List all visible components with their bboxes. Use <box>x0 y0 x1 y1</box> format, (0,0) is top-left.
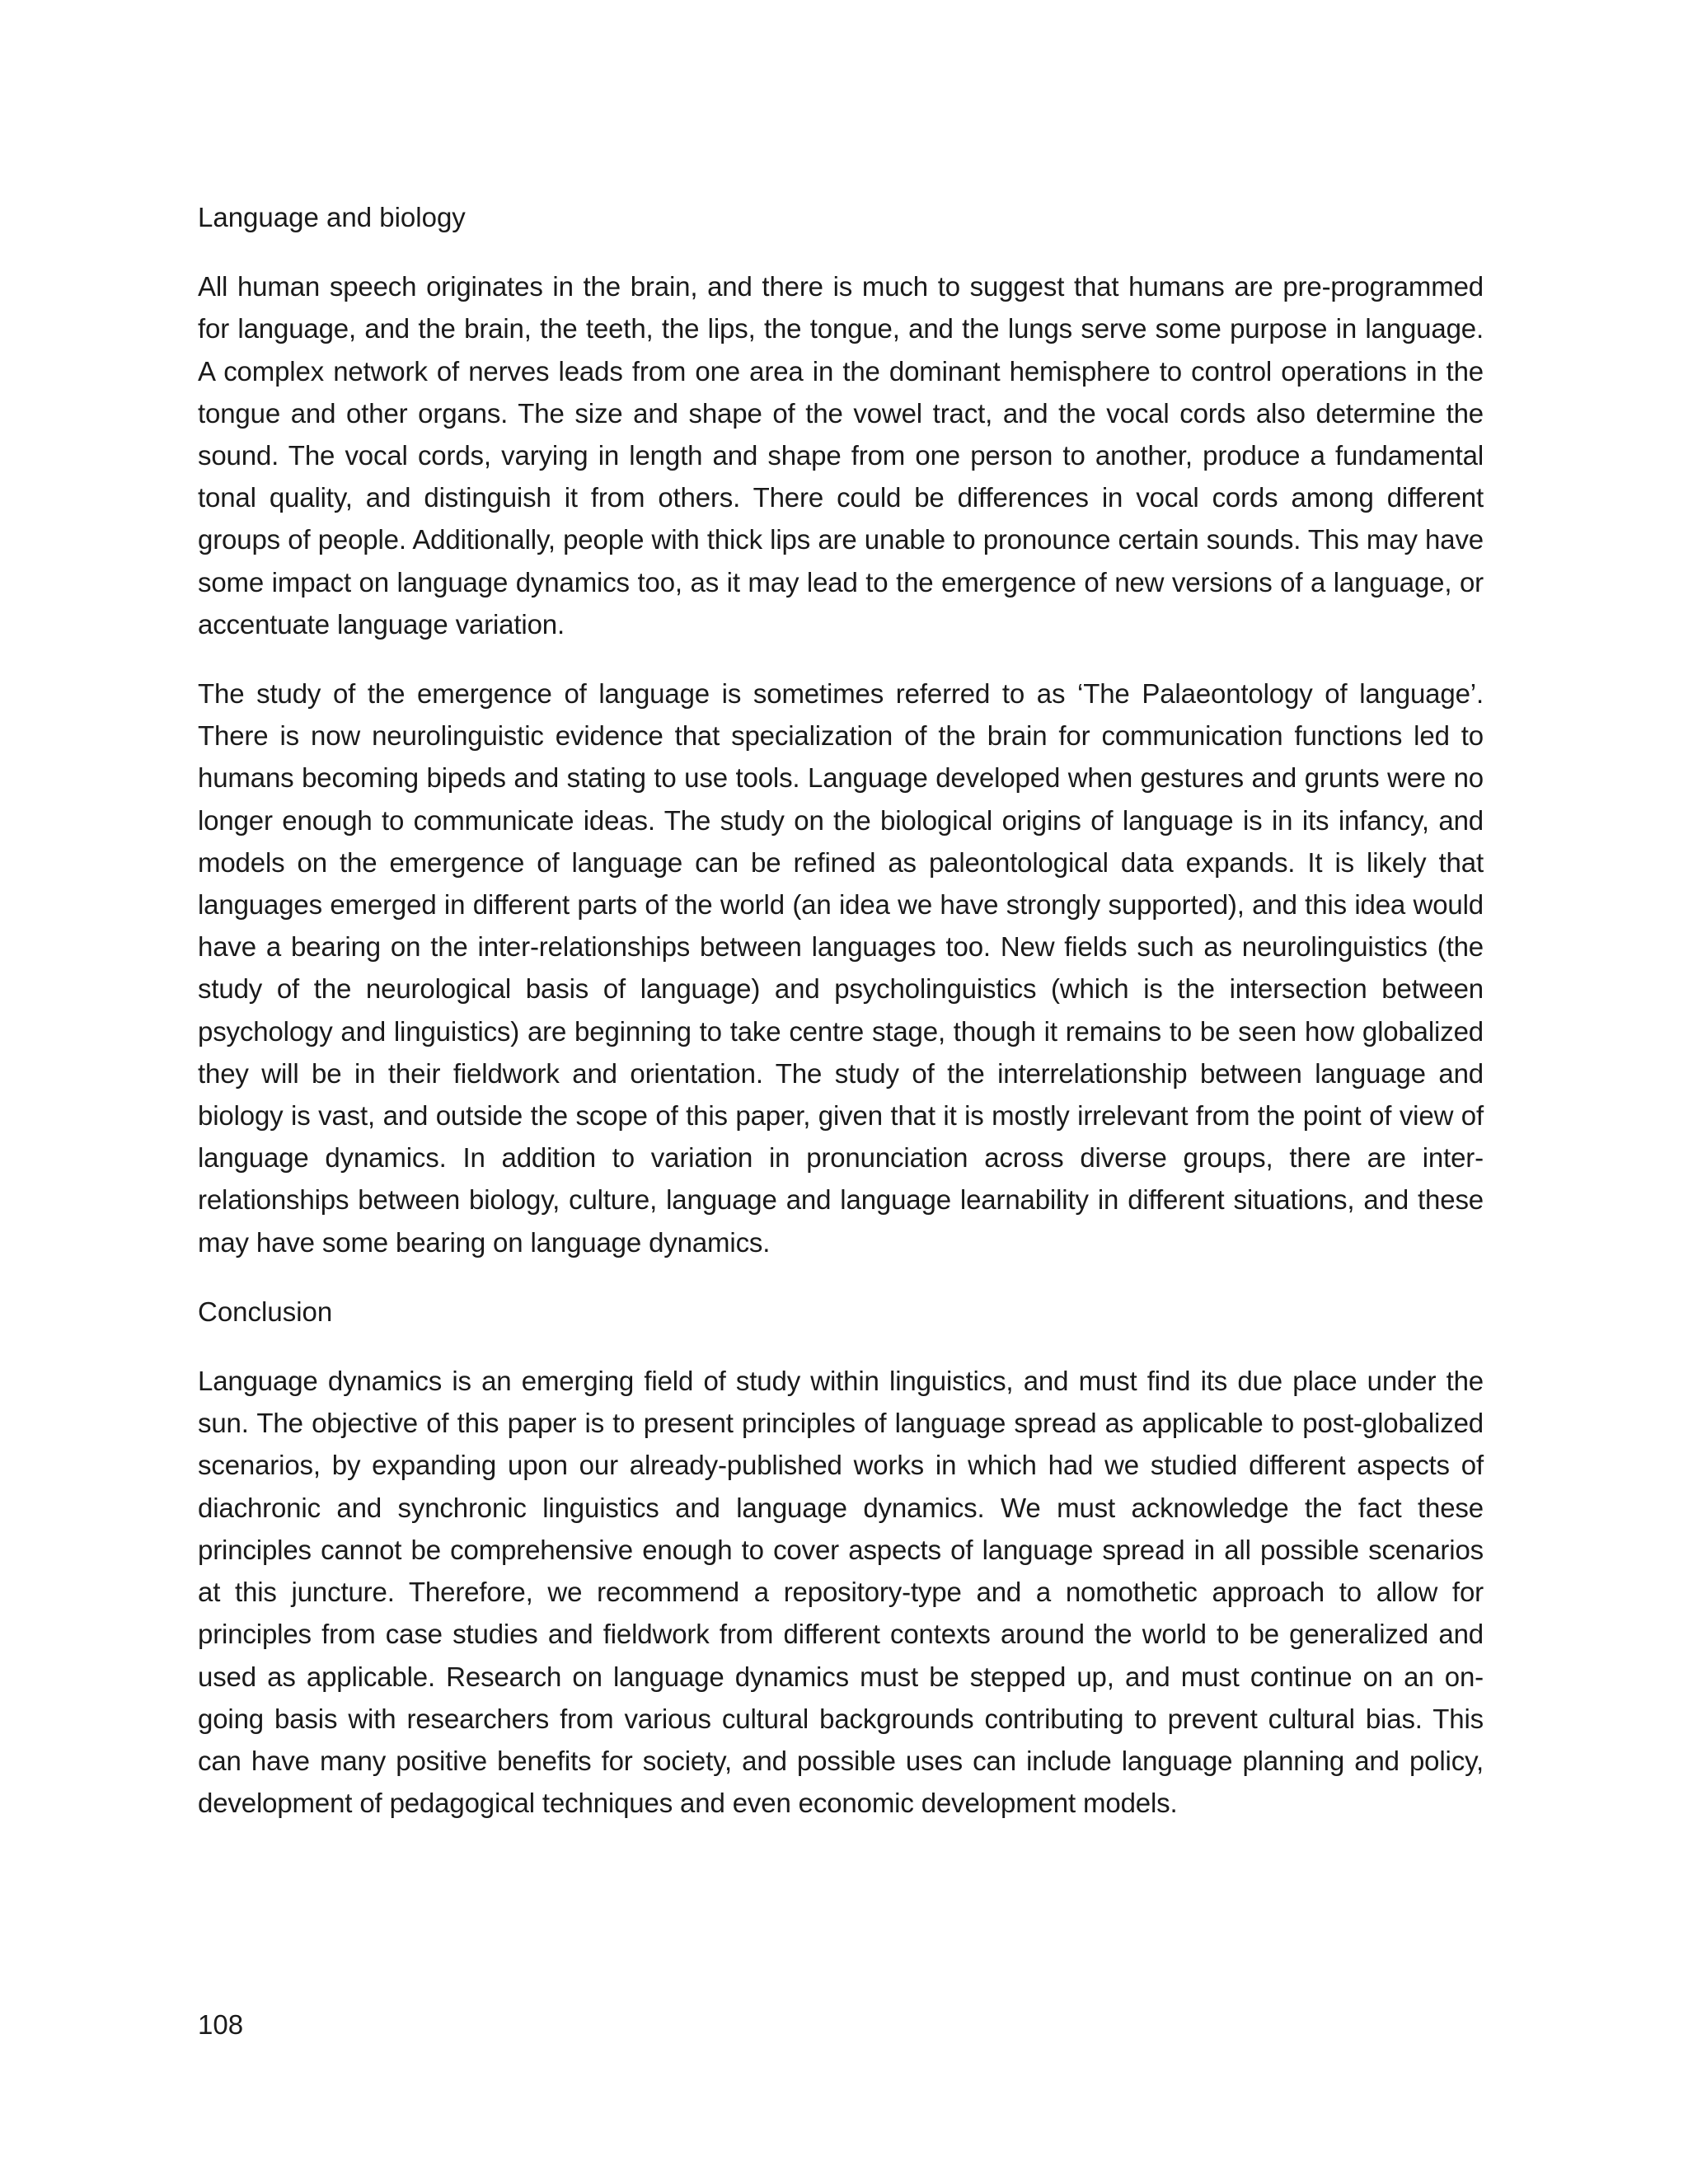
body-paragraph: All human speech originates in the brain, and there is much to suggest that humans are pre-programmed for language, and the brain, the teeth, the lips, the tongue, and the lungs serve some purpose in language. A complex network of nerves leads from one area in the dominant hemisphere to control operations in the tongue and other organs. The size and shape of the vowel tract, and the vocal cords also determine the sound. The vocal cords, varying in length and shape from one person to another, produce a fundamental tonal quality, and distinguish it from others. There could be differences in vocal cords among different groups of people. Additionally, people with thick lips are unable to pronounce certain sounds. This may have some impact on language dynamics too, as it may lead to the emergence of new versions of a language, or accentuate language variation. <box>198 271 1484 640</box>
page-content <box>198 196 1484 1851</box>
page-number: 108 <box>198 2009 244 2040</box>
body-paragraph: Language dynamics is an emerging field of study within linguistics, and must find its due place under the sun. The objective of this paper is to present principles of language spread as applicable to post-globalized scenarios, by expanding upon our already-published works in which had we studied different aspects of diachronic and synchronic linguistics and language dynamics. We must acknowledge the fact these principles cannot be comprehensive enough to cover aspects of language spread in all possible scenarios at this juncture. Therefore, we recommend a repository-type and a nomothetic approach to allow for principles from case studies and fieldwork from different contexts around the world to be generalized and used as applicable. Research on language dynamics must be stepped up, and must continue on an on-going basis with researchers from various cultural backgrounds contributing to prevent cultural bias. This can have many positive benefits for society, and possible uses can include language planning and policy, development of pedagogical techniques and even economic development models. <box>198 1366 1484 1819</box>
section-heading-language-and-biology: Language and biology <box>198 202 466 232</box>
body-paragraph: The study of the emergence of language is sometimes referred to as ‘The Palaeontology of language’. There is now neurolinguistic evidence that specialization of the brain for communication functions led to humans becoming bipeds and stating to use tools. Language developed when gestures and grunts were no longer enough to communicate ideas. The study on the biological origins of language is in its infancy, and models on the emergence of language can be refined as paleontological data expands. It is likely that languages emerged in different parts of the world (an idea we have strongly supported), and this idea would have a bearing on the inter-relationships between languages too. New fields such as neurolinguistics (the study of the neurological basis of language) and psycholinguistics (which is the intersection between psychology and linguistics) are beginning to take centre stage, though it remains to be seen how globalized they will be in their fieldwork and orientation. The study of the interrelationship between language and biology is vast, and outside the scope of this paper, given that it is mostly irrelevant from the point of view of language dynamics. In addition to variation in pronunciation across diverse groups, there are inter-relationships between biology, culture, language and language learnability in different situations, and these may have some bearing on language dynamics. <box>198 678 1484 1258</box>
section-heading-conclusion: Conclusion <box>198 1296 333 1327</box>
